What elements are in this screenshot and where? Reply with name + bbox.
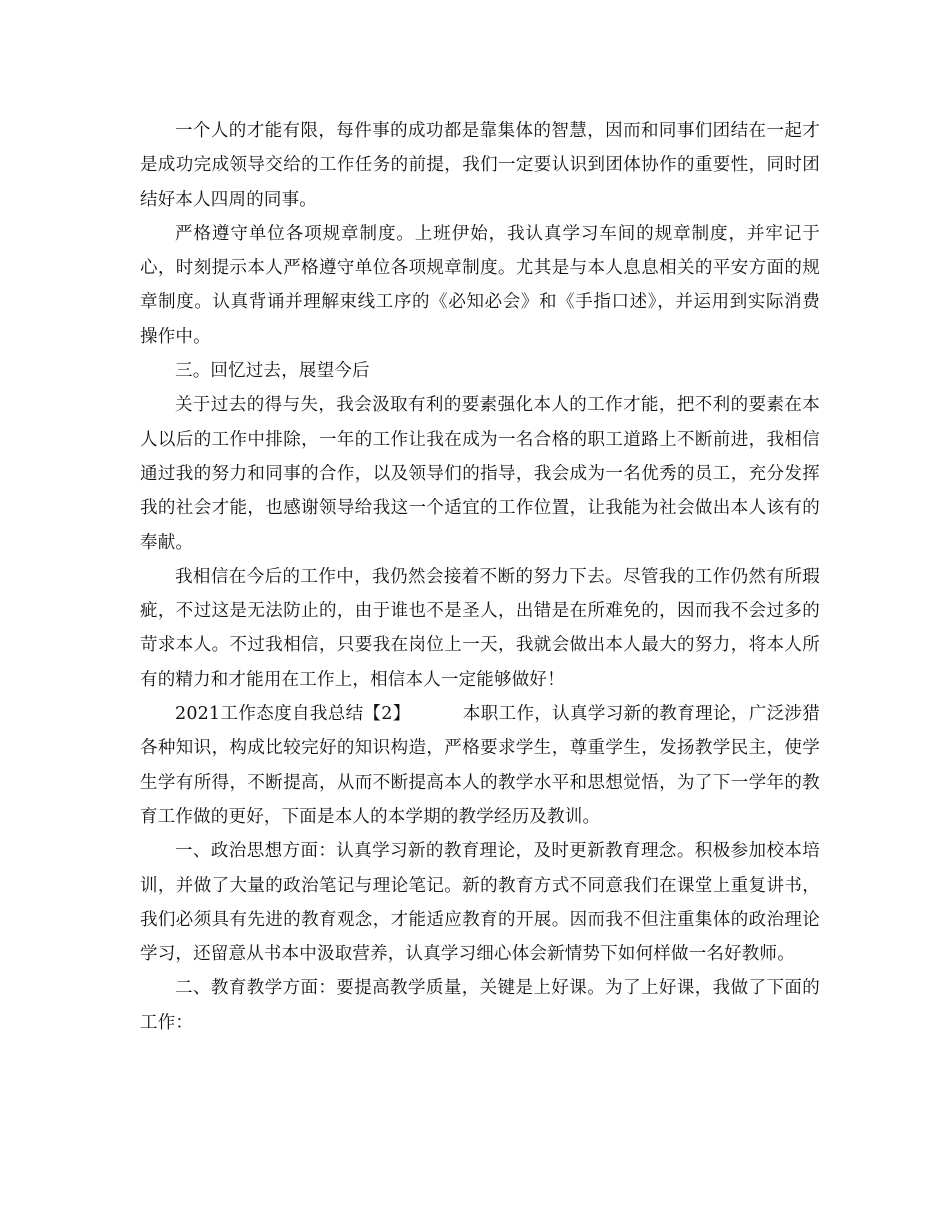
paragraph-gains-losses: 关于过去的得与失，我会汲取有利的要素强化本人的工作才能，把不利的要素在本人以后的工作中排除，一年的工作让我在成为一名合格的职工道路上不断前进，我相信通过我的努力和同事的合作，以及领导们的指导，我会成为一名优秀的员工，充分发挥我的社会才能，也感谢领导给我这一个适宜的工作位置，让我能为社会做出本人该有的奉献。 bbox=[140, 395, 820, 553]
section-heading-review: 三。回忆过去，展望今后 bbox=[175, 361, 370, 382]
summary-title: 2021工作态度自我总结【2】 bbox=[175, 704, 411, 725]
paragraph-rules: 严格遵守单位各项规章制度。上班伊始，我认真学习车间的规章制度，并牢记于心，时刻提示本人严格遵守单位各项规章制度。尤其是与本人息息相关的平安方面的规章制度。认真背诵并理解束线工序的《必知必会》和《手指口述》，并运用到实际消费操作中。 bbox=[140, 223, 820, 347]
paragraph-future-effort: 我相信在今后的工作中，我仍然会接着不断的努力下去。尽管我的工作仍然有所瑕疵，不过这是无法防止的，由于谁也不是圣人，出错是在所难免的，因而我不会过多的苛求本人。不过我相信，只要我在岗位上一天，我就会做出本人最大的努力，将本人所有的精力和才能用在工作上，相信本人一定能够做好！ bbox=[140, 566, 820, 690]
paragraph-teamwork: 一个人的才能有限，每件事的成功都是靠集体的智慧，因而和同事们团结在一起才是成功完成领导交给的工作任务的前提，我们一定要认识到团体协作的重要性，同时团结好本人四周的同事。 bbox=[140, 121, 820, 210]
document-body bbox=[140, 114, 820, 1040]
summary-text: 本职工作，认真学习新的教育理论，广泛涉猎各种知识，构成比较完好的知识构造，严格要求学生，尊重学生，发扬教学民主，使学生学有所得，不断提高，从而不断提高本人的教学水平和思想觉悟，为了下一学年的教育工作做的更好，下面是本人的本学期的教学经历及教训。 bbox=[140, 704, 821, 827]
paragraph-teaching: 二、教育教学方面：要提高教学质量，关键是上好课。为了上好课，我做了下面的工作： bbox=[140, 978, 820, 1033]
paragraph-political: 一、政治思想方面：认真学习新的教育理论，及时更新教育理念。积极参加校本培训，并做了大量的政治笔记与理论笔记。新的教育方式不同意我们在课堂上重复讲书，我们必须具有先进的教育观念，才能适应教育的开展。因而我不但注重集体的政治理论学习，还留意从书本中汲取营养，认真学习细心体会新情势下如何样做一名好教师。 bbox=[140, 841, 820, 965]
paragraph-summary-2 bbox=[140, 697, 820, 834]
